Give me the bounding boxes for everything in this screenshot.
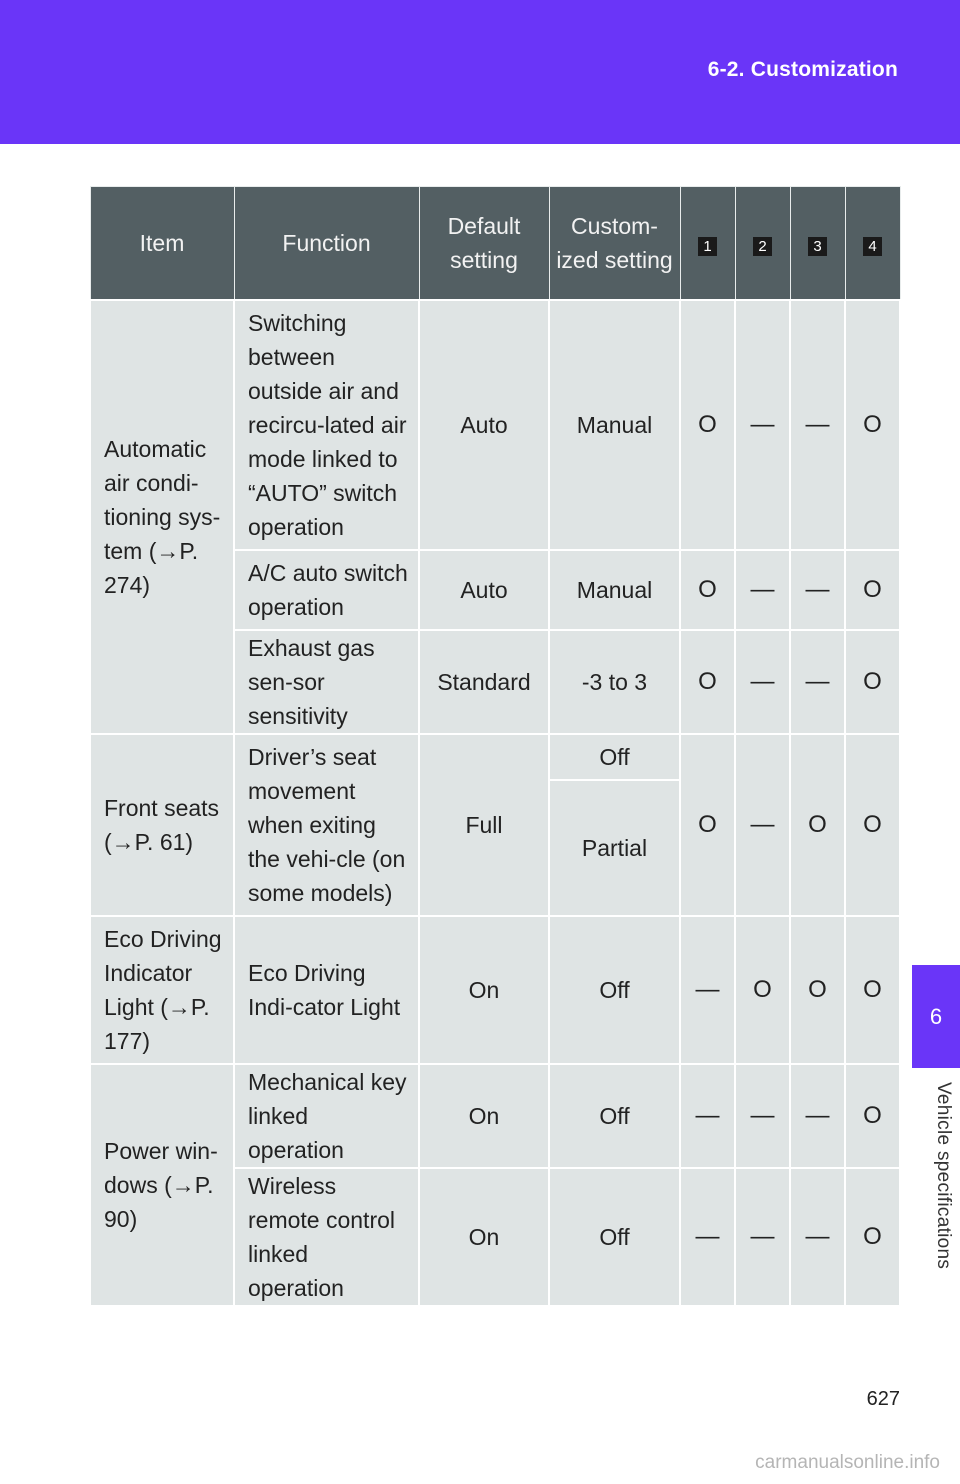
customization-table: [89, 186, 901, 1307]
default-cell: On: [419, 916, 549, 1064]
mark-cell: —: [735, 630, 790, 734]
header-customized-setting: Custom-ized setting: [549, 187, 680, 301]
default-cell: On: [419, 1168, 549, 1306]
mark-cell: O: [845, 300, 900, 550]
mark-cell: O: [680, 734, 735, 916]
header-function: Function: [234, 187, 419, 301]
table-row: [90, 300, 900, 550]
function-cell: Driver’s seat movement when exiting the vehi-cle (on some models): [234, 734, 419, 916]
table-row: [90, 916, 900, 1064]
mark-cell: —: [680, 1064, 735, 1168]
mark-cell: —: [735, 300, 790, 550]
header-col-1: [680, 187, 735, 301]
function-cell: Switching between outside air and recircu-lated air mode linked to “AUTO” switch operation: [234, 300, 419, 550]
mark-cell: —: [790, 300, 845, 550]
function-cell: Mechanical key linked operation: [234, 1064, 419, 1168]
header-item: Item: [90, 187, 234, 301]
function-cell: Eco Driving Indi-cator Light: [234, 916, 419, 1064]
header-col-3: [790, 187, 845, 301]
number-badge-1: 1: [698, 237, 717, 256]
mark-cell: O: [845, 550, 900, 630]
chapter-label: Vehicle specifications: [933, 1082, 954, 1270]
mark-cell: —: [735, 1168, 790, 1306]
number-badge-2: 2: [753, 237, 772, 256]
custom-cell: Off: [549, 1064, 680, 1168]
watermark: carmanualsonline.info: [755, 1452, 940, 1473]
mark-cell: O: [680, 300, 735, 550]
custom-cell: Manual: [549, 550, 680, 630]
mark-cell: O: [735, 916, 790, 1064]
mark-cell: O: [845, 630, 900, 734]
custom-cell: Off: [549, 1168, 680, 1306]
mark-cell: —: [735, 550, 790, 630]
mark-cell: O: [845, 1168, 900, 1306]
function-cell: A/C auto switch operation: [234, 550, 419, 630]
item-cell: Power win-dows (→P. 90): [90, 1064, 234, 1306]
page-number: 627: [866, 1388, 900, 1410]
custom-cell: Off: [549, 734, 680, 780]
mark-cell: O: [790, 734, 845, 916]
mark-cell: —: [790, 1064, 845, 1168]
table-row: [90, 1064, 900, 1168]
item-cell: Eco Driving Indicator Light (→P. 177): [90, 916, 234, 1064]
mark-cell: —: [790, 550, 845, 630]
mark-cell: O: [845, 916, 900, 1064]
item-cell: Front seats (→P. 61): [90, 734, 234, 916]
mark-cell: O: [680, 630, 735, 734]
mark-cell: —: [735, 1064, 790, 1168]
mark-cell: O: [790, 916, 845, 1064]
mark-cell: O: [845, 734, 900, 916]
chapter-tab[interactable]: 6: [912, 965, 960, 1068]
default-cell: Full: [419, 734, 549, 916]
function-cell: Wireless remote control linked operation: [234, 1168, 419, 1306]
section-title: 6-2. Customization: [707, 58, 898, 81]
mark-cell: —: [735, 734, 790, 916]
mark-cell: —: [680, 1168, 735, 1306]
header-col-4: [845, 187, 900, 301]
mark-cell: O: [680, 550, 735, 630]
custom-cell: Off: [549, 916, 680, 1064]
default-cell: Standard: [419, 630, 549, 734]
mark-cell: —: [790, 630, 845, 734]
default-cell: Auto: [419, 550, 549, 630]
function-cell: Exhaust gas sen-sor sensitivity: [234, 630, 419, 734]
number-badge-3: 3: [808, 237, 827, 256]
header-col-2: [735, 187, 790, 301]
default-cell: On: [419, 1064, 549, 1168]
custom-cell: Manual: [549, 300, 680, 550]
mark-cell: —: [790, 1168, 845, 1306]
mark-cell: O: [845, 1064, 900, 1168]
table-row: [90, 734, 900, 780]
item-cell: Automatic air condi-tioning sys-tem (→P. 274): [90, 300, 234, 734]
custom-cell: -3 to 3: [549, 630, 680, 734]
header-default-setting: Default setting: [419, 187, 549, 301]
mark-cell: —: [680, 916, 735, 1064]
custom-cell: Partial: [549, 780, 680, 916]
number-badge-4: 4: [863, 237, 882, 256]
default-cell: Auto: [419, 300, 549, 550]
table-header-row: [90, 187, 900, 301]
